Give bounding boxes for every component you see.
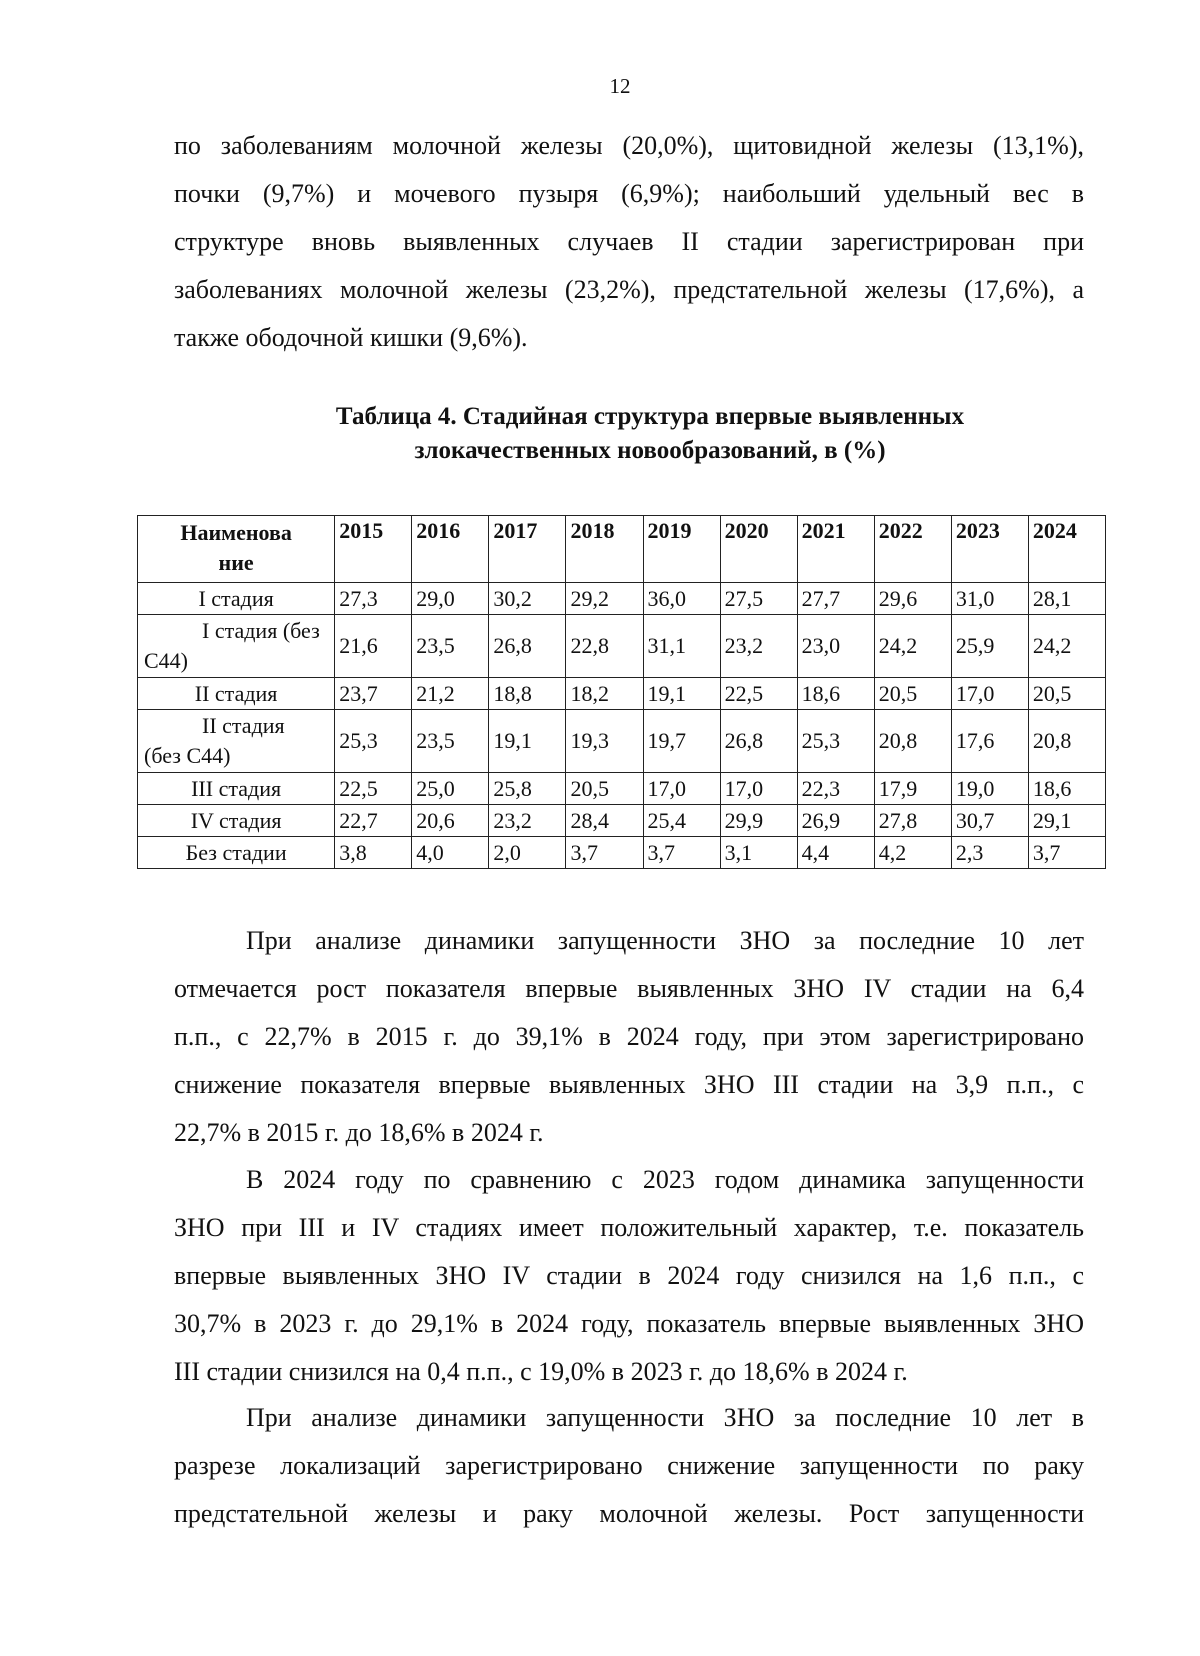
- value-cell: 22,3: [797, 773, 874, 805]
- value-cell: 23,2: [720, 615, 797, 678]
- table-row: [138, 710, 1106, 773]
- value-cell: 36,0: [643, 583, 720, 615]
- value-cell: 25,9: [951, 615, 1028, 678]
- value-cell: 30,2: [489, 583, 566, 615]
- value-cell: 20,8: [874, 710, 951, 773]
- table-row: [138, 773, 1106, 805]
- text-line: разрезе локализаций зарегистрировано снижение запущенности по раку: [174, 1451, 1084, 1480]
- value-cell: 25,4: [643, 805, 720, 837]
- value-cell: 23,5: [412, 615, 489, 678]
- value-cell: 3,7: [566, 837, 643, 869]
- value-cell: 19,0: [951, 773, 1028, 805]
- value-cell: 23,2: [489, 805, 566, 837]
- year-header: 2022: [874, 516, 951, 583]
- text-line: снижение показателя впервые выявленных ЗНО III стадии на 3,9 п.п., с: [174, 1070, 1084, 1099]
- value-cell: 19,1: [643, 678, 720, 710]
- value-cell: 17,0: [643, 773, 720, 805]
- value-cell: 19,1: [489, 710, 566, 773]
- paragraph-localization: [174, 1394, 1084, 1538]
- value-cell: 21,6: [335, 615, 412, 678]
- value-cell: 23,5: [412, 710, 489, 773]
- year-header: 2017: [489, 516, 566, 583]
- value-cell: 28,4: [566, 805, 643, 837]
- text-line: также ободочной кишки (9,6%).: [174, 323, 528, 352]
- value-cell: 20,5: [566, 773, 643, 805]
- year-header: 2016: [412, 516, 489, 583]
- text-line: III стадии снизился на 0,4 п.п., с 19,0% в 2023 г. до 18,6% в 2024 г.: [174, 1357, 908, 1386]
- value-cell: 4,0: [412, 837, 489, 869]
- value-cell: 25,3: [335, 710, 412, 773]
- text-line: отмечается рост показателя впервые выявленных ЗНО IV стадии на 6,4: [174, 974, 1084, 1003]
- year-header: 2023: [951, 516, 1028, 583]
- value-cell: 28,1: [1028, 583, 1105, 615]
- value-cell: 3,8: [335, 837, 412, 869]
- stage-name-cell: [138, 615, 335, 678]
- value-cell: 29,9: [720, 805, 797, 837]
- text-line: заболеваниях молочной железы (23,2%), предстательной железы (17,6%), а: [174, 275, 1084, 304]
- value-cell: 25,8: [489, 773, 566, 805]
- value-cell: 2,0: [489, 837, 566, 869]
- stage-name-cell: I стадия: [138, 583, 335, 615]
- value-cell: 20,5: [874, 678, 951, 710]
- value-cell: 23,0: [797, 615, 874, 678]
- stage-name-cell: II стадия: [138, 678, 335, 710]
- table-title-line: Таблица 4. Стадийная структура впервые выявленных: [335, 403, 965, 430]
- value-cell: 18,6: [1028, 773, 1105, 805]
- value-cell: 25,3: [797, 710, 874, 773]
- value-cell: 3,1: [720, 837, 797, 869]
- value-cell: 21,2: [412, 678, 489, 710]
- value-cell: 29,0: [412, 583, 489, 615]
- text-line: по заболеваниям молочной железы (20,0%), щитовидной железы (13,1%),: [174, 131, 1084, 160]
- value-cell: 17,0: [720, 773, 797, 805]
- value-cell: 25,0: [412, 773, 489, 805]
- value-cell: 31,0: [951, 583, 1028, 615]
- name-header-line: Наименова: [180, 520, 292, 545]
- stage-name-line: I стадия (без: [202, 618, 320, 643]
- value-cell: 24,2: [1028, 615, 1105, 678]
- value-cell: 3,7: [643, 837, 720, 869]
- text-line: структуре вновь выявленных случаев II стадии зарегистрирован при: [174, 227, 1084, 256]
- year-header: 2018: [566, 516, 643, 583]
- value-cell: 19,7: [643, 710, 720, 773]
- table-row: [138, 583, 1106, 615]
- value-cell: 22,5: [720, 678, 797, 710]
- text-line: предстательной железы и раку молочной железы. Рост запущенности: [174, 1499, 1084, 1528]
- paragraph-neglect-dynamics: [174, 917, 1084, 1157]
- text-line: п.п., с 22,7% в 2015 г. до 39,1% в 2024 году, при этом зарегистрировано: [174, 1022, 1084, 1051]
- table-title: [0, 400, 1200, 468]
- value-cell: 29,2: [566, 583, 643, 615]
- value-cell: 30,7: [951, 805, 1028, 837]
- value-cell: 20,6: [412, 805, 489, 837]
- year-header: 2020: [720, 516, 797, 583]
- text-line: 22,7% в 2015 г. до 18,6% в 2024 г.: [174, 1118, 544, 1147]
- value-cell: 29,1: [1028, 805, 1105, 837]
- name-column-header: [138, 516, 335, 583]
- value-cell: 17,6: [951, 710, 1028, 773]
- text-line: впервые выявленных ЗНО IV стадии в 2024 году снизился на 1,6 п.п., с: [174, 1261, 1084, 1290]
- stage-name-cell: [138, 710, 335, 773]
- value-cell: 29,6: [874, 583, 951, 615]
- table-row: [138, 678, 1106, 710]
- table-row: [138, 837, 1106, 869]
- value-cell: 27,7: [797, 583, 874, 615]
- value-cell: 31,1: [643, 615, 720, 678]
- paragraph-2024-comparison: [174, 1156, 1084, 1396]
- text-line: При анализе динамики запущенности ЗНО за последние 10 лет: [246, 926, 1084, 955]
- table-row: [138, 615, 1106, 678]
- year-header: 2019: [643, 516, 720, 583]
- year-header: 2015: [335, 516, 412, 583]
- table-title-line: злокачественных новообразований, в (%): [414, 437, 886, 464]
- value-cell: 4,4: [797, 837, 874, 869]
- value-cell: 22,5: [335, 773, 412, 805]
- value-cell: 23,7: [335, 678, 412, 710]
- value-cell: 27,5: [720, 583, 797, 615]
- table-row: [138, 805, 1106, 837]
- value-cell: 18,6: [797, 678, 874, 710]
- value-cell: 3,7: [1028, 837, 1105, 869]
- value-cell: 20,8: [1028, 710, 1105, 773]
- value-cell: 26,9: [797, 805, 874, 837]
- text-line: ЗНО при III и IV стадиях имеет положительный характер, т.е. показатель: [174, 1213, 1084, 1242]
- text-line: 30,7% в 2023 г. до 29,1% в 2024 году, показатель впервые выявленных ЗНО: [174, 1309, 1084, 1338]
- value-cell: 24,2: [874, 615, 951, 678]
- text-line: При анализе динамики запущенности ЗНО за последние 10 лет в: [246, 1403, 1084, 1432]
- value-cell: 27,3: [335, 583, 412, 615]
- value-cell: 22,7: [335, 805, 412, 837]
- table-header-row: [138, 516, 1106, 583]
- stage-name-line: (без С44): [144, 743, 231, 768]
- value-cell: 2,3: [951, 837, 1028, 869]
- value-cell: 27,8: [874, 805, 951, 837]
- name-header-line: ние: [218, 550, 254, 575]
- value-cell: 22,8: [566, 615, 643, 678]
- stage-name-cell: IV стадия: [138, 805, 335, 837]
- stage-name-cell: III стадия: [138, 773, 335, 805]
- value-cell: 18,2: [566, 678, 643, 710]
- intro-paragraph: [174, 122, 1084, 362]
- year-header: 2024: [1028, 516, 1105, 583]
- stage-name-line: II стадия: [202, 713, 285, 738]
- value-cell: 18,8: [489, 678, 566, 710]
- value-cell: 26,8: [720, 710, 797, 773]
- text-line: почки (9,7%) и мочевого пузыря (6,9%); наибольший удельный вес в: [174, 179, 1084, 208]
- value-cell: 26,8: [489, 615, 566, 678]
- text-line: В 2024 году по сравнению с 2023 годом динамика запущенности: [246, 1165, 1084, 1194]
- stage-name-line: С44): [144, 648, 188, 673]
- page-number: 12: [609, 74, 631, 98]
- stage-structure-table: [137, 515, 1106, 869]
- year-header: 2021: [797, 516, 874, 583]
- value-cell: 20,5: [1028, 678, 1105, 710]
- value-cell: 17,0: [951, 678, 1028, 710]
- value-cell: 17,9: [874, 773, 951, 805]
- value-cell: 19,3: [566, 710, 643, 773]
- value-cell: 4,2: [874, 837, 951, 869]
- stage-name-cell: Без стадии: [138, 837, 335, 869]
